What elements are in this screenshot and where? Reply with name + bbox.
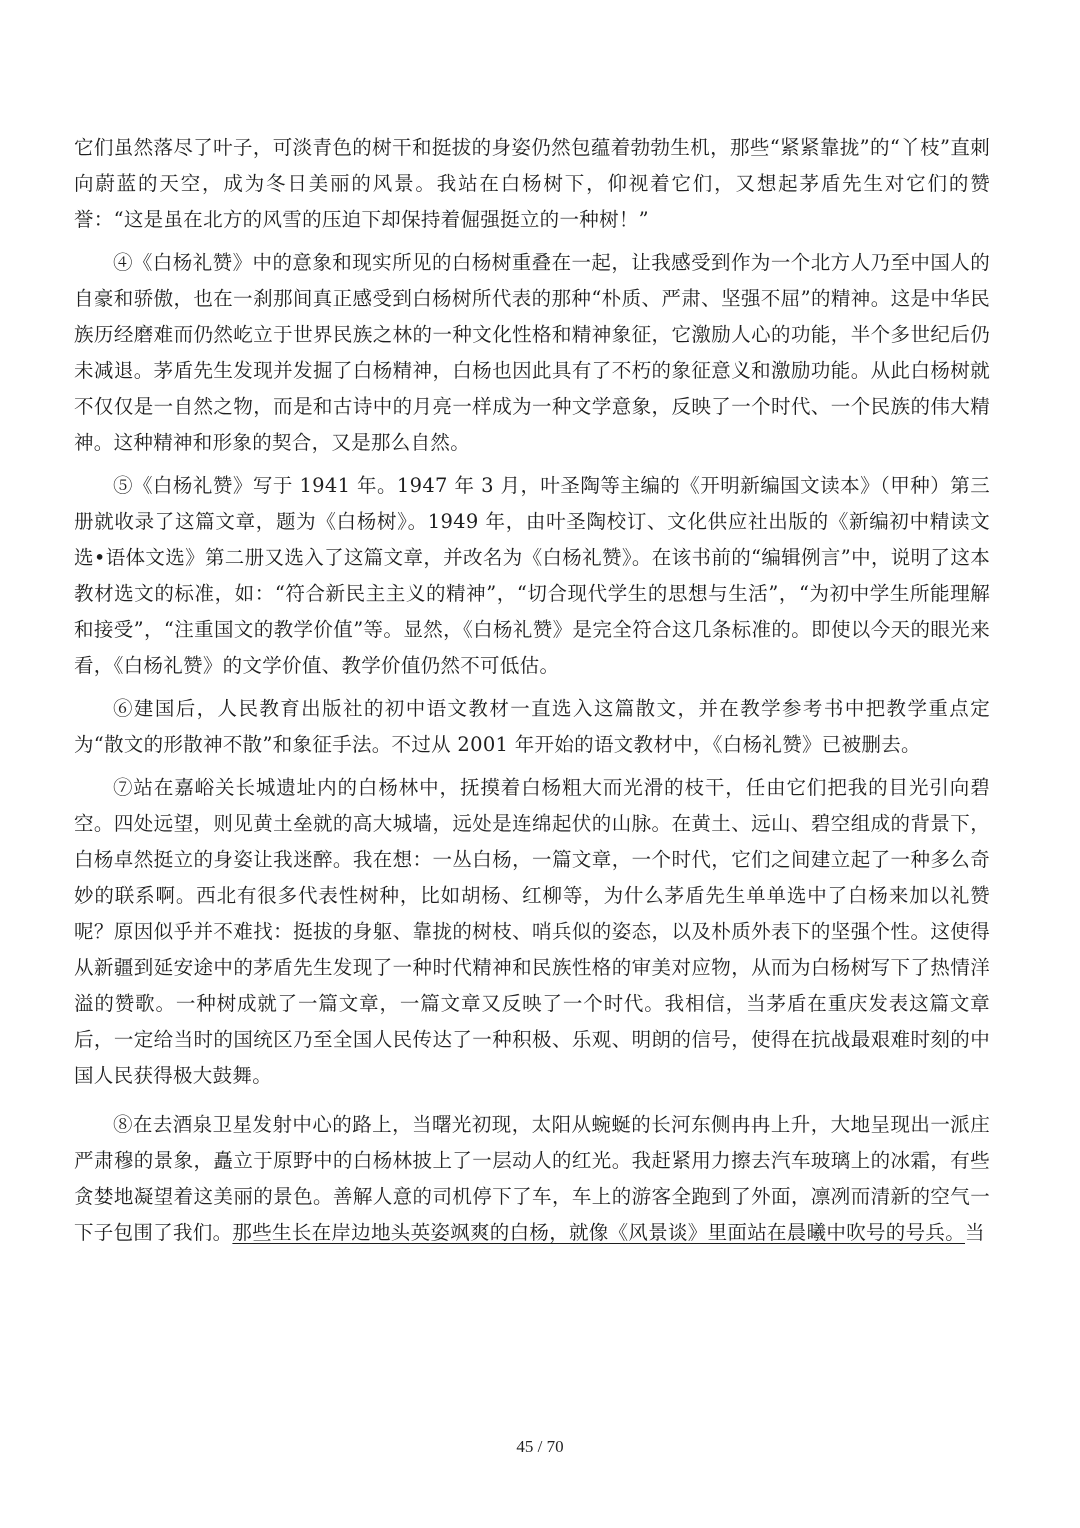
paragraph-8 [74, 1107, 990, 1251]
paragraph-4: ④《白杨礼赞》中的意象和现实所见的白杨树重叠在一起，让我感受到作为一个北方人乃至中国人的自豪和骄傲，也在一刹那间真正感受到白杨树所代表的那种“朴质、严肃、坚强不屈”的精神。这是中华民族历经磨难而仍然屹立于世界民族之林的一种文化性格和精神象征，它激励人心的功能，半个多世纪后仍未减退。茅盾先生发现并发掘了白杨精神，白杨也因此具有了不朽的象征意义和激励功能。从此白杨树就不仅仅是一自然之物，而是和古诗中的月亮一样成为一种文学意象，反映了一个时代、一个民族的伟大精神。这种精神和形象的契合，又是那么自然。 [74, 251, 990, 454]
page-number: 45 / 70 [516, 1437, 564, 1456]
paragraph-continued: 它们虽然落尽了叶子，可淡青色的树干和挺拔的身姿仍然包蕴着勃勃生机，那些“紧紧靠拢”的“丫枝”直刺向蔚蓝的天空，成为冬日美丽的风景。我站在白杨树下，仰视着它们，又想起茅盾先生对它们的赞誉：“这是虽在北方的风雪的压迫下却保持着倔强挺立的一种树！” [74, 136, 990, 231]
paragraph-7: ⑦站在嘉峪关长城遗址内的白杨林中，抚摸着白杨粗大而光滑的枝干，任由它们把我的目光引向碧空。四处远望，则见黄土垒就的高大城墙，远处是连绵起伏的山脉。在黄土、远山、碧空组成的背景下，白杨卓然挺立的身姿让我迷醉。我在想：一丛白杨，一篇文章，一个时代，它们之间建立起了一种多么奇妙的联系啊。西北有很多代表性树种，比如胡杨、红柳等，为什么茅盾先生单单选中了白杨来加以礼赞呢？原因似乎并不难找：挺拔的身躯、靠拢的树枝、哨兵似的姿态，以及朴质外表下的坚强个性。这使得从新疆到延安途中的茅盾先生发现了一种时代精神和民族性格的审美对应物，从而为白杨树写下了热情洋溢的赞歌。一种树成就了一篇文章，一篇文章又反映了一个时代。我相信，当茅盾在重庆发表这篇文章后，一定给当时的国统区乃至全国人民传达了一种积极、乐观、明朗的信号，使得在抗战最艰难时刻的中国人民获得极大鼓舞。 [74, 776, 990, 1087]
paragraph-5: ⑤《白杨礼赞》写于 1941 年。1947 年 3 月，叶圣陶等主编的《开明新编国文读本》（甲种）第三册就收录了这篇文章，题为《白杨树》。1949 年，由叶圣陶校订、文化供应社出版的《新编初中精读文选•语体文选》第二册又选入了这篇文章，并改名为《白杨礼赞》。在该书前的“编辑例言”中，说明了这本教材选文的标准，如：“符合新民主主义的精神”，“切合现代学生的思想与生活”，“为初中学生所能理解和接受”，“注重国文的教学价值”等。显然，《白杨礼赞》是完全符合这几条标准的。即使以今天的眼光来看，《白杨礼赞》的文学价值、教学价值仍然不可低估。 [74, 474, 990, 677]
paragraph-8-underlined-sentence: 那些生长在岸边地头英姿飒爽的白杨，就像《风景谈》里面站在晨曦中吹号的号兵。 [232, 1221, 966, 1244]
paragraph-6: ⑥建国后，人民教育出版社的初中语文教材一直选入这篇散文，并在教学参考书中把教学重点定为“散文的形散神不散”和象征手法。不过从 2001 年开始的语文教材中，《白杨礼赞》已被删去。 [74, 697, 990, 756]
paragraph-8-text-end: 当 [965, 1221, 985, 1244]
paragraph-8-text: ⑧在去酒泉卫星发射中心的路上，当曙光初现，太阳从蜿蜒的长河东侧冉冉上升，大地呈现出一派庄严肃穆的景象，矗立于原野中的白杨林披上了一层动人的红光。我赶紧用力擦去汽车玻璃上的冰霜，有些贪婪地凝望着这美丽的景色。善解人意的司机停下了车，车上的游客全跑到了外面，凛冽而清新的空气一下子包围了我们。 [74, 1113, 990, 1244]
document-body [74, 130, 990, 1258]
